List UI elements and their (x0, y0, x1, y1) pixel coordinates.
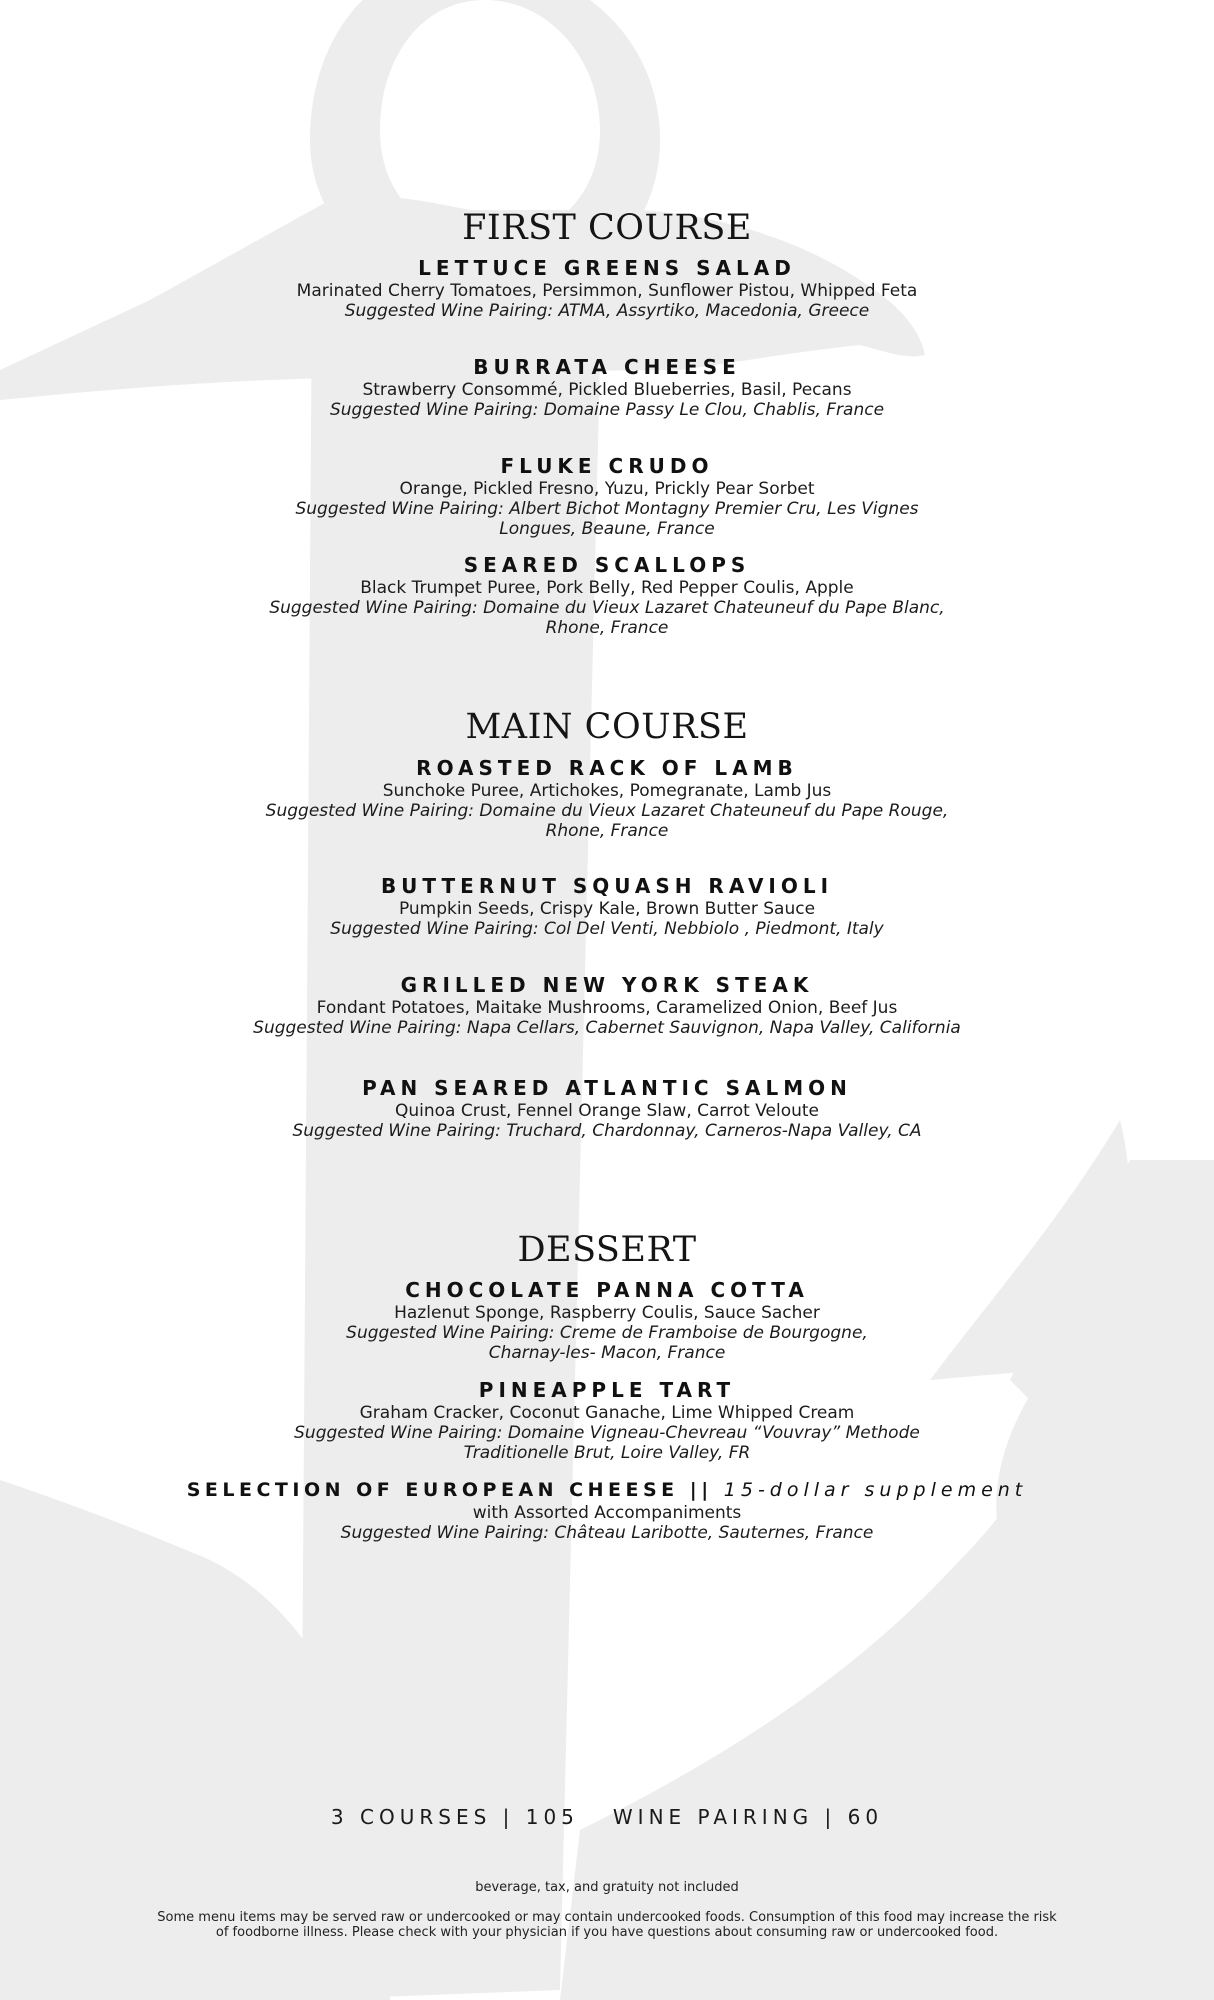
item-wine-pairing: Suggested Wine Pairing: Col Del Venti, Nebbiolo , Piedmont, Italy (330, 919, 884, 939)
item-wine-pairing-cont: Longues, Beaune, France (499, 519, 715, 539)
item-description: Quinoa Crust, Fennel Orange Slaw, Carrot Veloute (395, 1101, 819, 1121)
menu-item (0, 1277, 1214, 1363)
item-name (0, 1477, 1214, 1503)
item-description: with Assorted Accompaniments (472, 1503, 742, 1523)
item-wine-pairing: Suggested Wine Pairing: ATMA, Assyrtiko, Macedonia, Greece (344, 301, 870, 321)
item-description: Fondant Potatoes, Maitake Mushrooms, Caramelized Onion, Beef Jus (316, 998, 898, 1018)
item-description: Orange, Pickled Fresno, Yuzu, Prickly Pear Sorbet (399, 479, 815, 499)
section-title-main-course: MAIN COURSE (465, 707, 749, 747)
menu-item (0, 255, 1214, 321)
menu-item (0, 453, 1214, 539)
menu-item (0, 972, 1214, 1038)
menu-item (0, 1075, 1214, 1141)
menu-item (0, 1377, 1214, 1463)
menu-item (0, 873, 1214, 939)
item-name: PINEAPPLE TART (478, 1378, 736, 1402)
disclaimer-line: of foodborne illness. Please check with your physician if you have questions about consuming raw or undercooked food. (215, 1925, 999, 1940)
item-wine-pairing: Suggested Wine Pairing: Domaine du Vieux Lazaret Chateuneuf du Pape Rouge, (265, 801, 949, 821)
courses-price: 3 COURSES | 105 (330, 1805, 579, 1829)
item-wine-pairing: Suggested Wine Pairing: Truchard, Chardonnay, Carneros-Napa Valley, CA (292, 1121, 922, 1141)
item-supplement: 15-dollar supplement (723, 1479, 1028, 1501)
item-name: BUTTERNUT SQUASH RAVIOLI (380, 874, 834, 898)
item-description: Pumpkin Seeds, Crispy Kale, Brown Butter Sauce (398, 899, 816, 919)
item-wine-pairing: Suggested Wine Pairing: Creme de Framboise de Bourgogne, (346, 1323, 868, 1343)
menu-item (0, 552, 1214, 638)
item-wine-pairing-cont: Rhone, France (545, 821, 669, 841)
item-name: BURRATA CHEESE (473, 355, 741, 379)
wine-pairing-price: WINE PAIRING | 60 (612, 1805, 884, 1829)
item-wine-pairing: Suggested Wine Pairing: Domaine Vigneau-Chevreau “Vouvray” Methode (294, 1423, 920, 1443)
menu-item (0, 1477, 1214, 1543)
section-title-dessert: DESSERT (517, 1230, 697, 1270)
item-description: Marinated Cherry Tomatoes, Persimmon, Sunflower Pistou, Whipped Feta (296, 281, 918, 301)
item-wine-pairing: Suggested Wine Pairing: Napa Cellars, Cabernet Sauvignon, Napa Valley, California (253, 1018, 961, 1038)
item-wine-pairing-cont: Rhone, France (545, 618, 669, 638)
item-wine-pairing-cont: Traditionelle Brut, Loire Valley, FR (463, 1443, 751, 1463)
menu-item (0, 354, 1214, 420)
pricing (0, 1804, 1214, 1830)
footer-note: beverage, tax, and gratuity not included (475, 1880, 739, 1895)
item-description: Hazlenut Sponge, Raspberry Coulis, Sauce Sacher (394, 1303, 820, 1323)
item-description: Black Trumpet Puree, Pork Belly, Red Pepper Coulis, Apple (360, 578, 854, 598)
item-name: LETTUCE GREENS SALAD (418, 256, 796, 280)
menu-item (0, 755, 1214, 841)
item-wine-pairing: Suggested Wine Pairing: Château Laribotte, Sauternes, France (340, 1523, 874, 1543)
disclaimer-line: Some menu items may be served raw or undercooked or may contain undercooked foods. Consumption of this food may increase the risk (157, 1910, 1057, 1925)
section-title-first-course: FIRST COURSE (462, 208, 752, 248)
item-name: PAN SEARED ATLANTIC SALMON (362, 1076, 852, 1100)
item-name: GRILLED NEW YORK STEAK (400, 973, 814, 997)
item-name: ROASTED RACK OF LAMB (416, 756, 798, 780)
item-wine-pairing: Suggested Wine Pairing: Domaine du Vieux Lazaret Chateuneuf du Pape Blanc, (269, 598, 945, 618)
item-description: Sunchoke Puree, Artichokes, Pomegranate, Lamb Jus (382, 781, 832, 801)
item-description: Strawberry Consommé, Pickled Blueberries, Basil, Pecans (362, 380, 852, 400)
item-name-text: SELECTION OF EUROPEAN CHEESE || (186, 1479, 713, 1501)
item-wine-pairing: Suggested Wine Pairing: Albert Bichot Montagny Premier Cru, Les Vignes (295, 499, 919, 519)
item-wine-pairing: Suggested Wine Pairing: Domaine Passy Le Clou, Chablis, France (329, 400, 885, 420)
item-name: CHOCOLATE PANNA COTTA (405, 1278, 809, 1302)
item-name: SEARED SCALLOPS (463, 553, 751, 577)
item-name: FLUKE CRUDO (500, 454, 714, 478)
item-description: Graham Cracker, Coconut Ganache, Lime Whipped Cream (359, 1403, 855, 1423)
item-wine-pairing-cont: Charnay-les- Macon, France (488, 1343, 726, 1363)
footer-disclaimer (135, 1910, 1079, 1940)
